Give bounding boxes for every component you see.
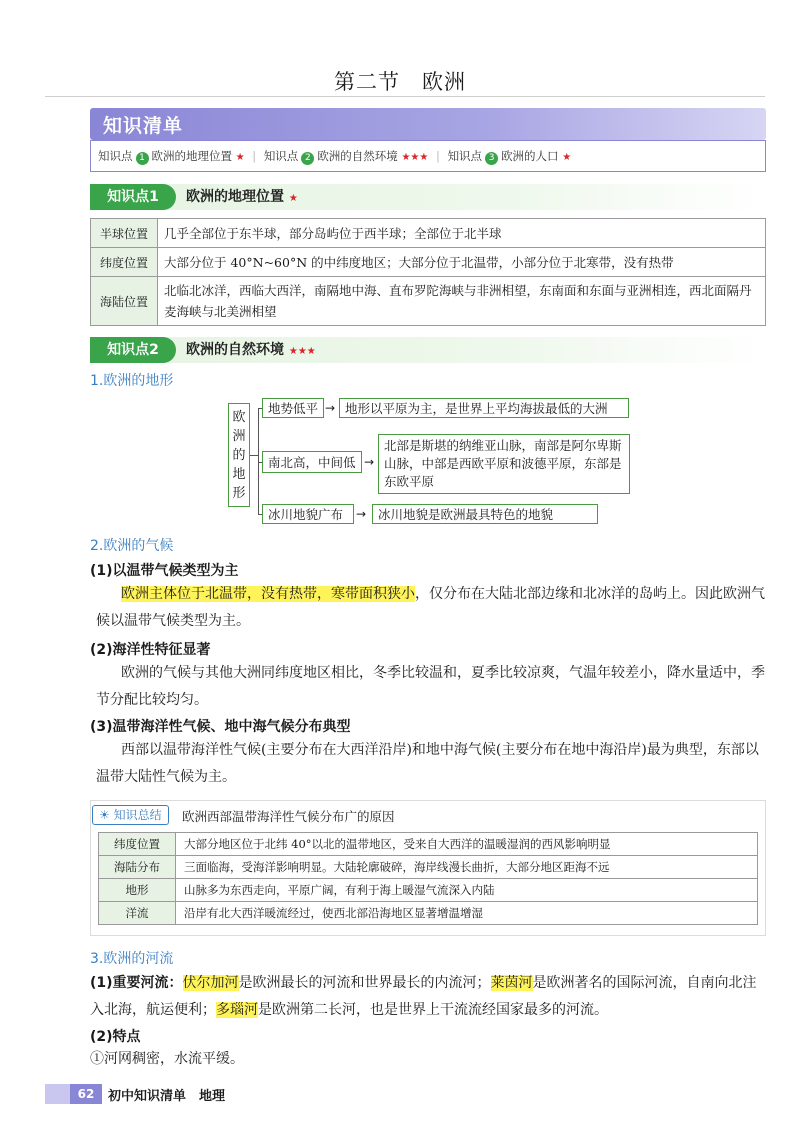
page-number: 62 <box>70 1084 102 1104</box>
climate-sub2-text: 欧洲的气候与其他大洲同纬度地区相比，冬季比较温和，夏季比较凉爽，气温年较差小，降水量适中，季节分配比较均匀。 <box>96 665 765 708</box>
separator: | <box>436 149 440 163</box>
branch-desc: 冰川地貌是欧洲最具特色的地貌 <box>372 504 598 524</box>
root-char: 欧 <box>232 410 246 425</box>
terrain-heading: 1.欧洲的地形 <box>90 373 174 389</box>
paragraph-text: ，仅分布在大陆北部边缘和北冰洋的岛屿上。因此欧洲气候以温带气候类型为主。 <box>96 586 765 629</box>
paragraph-text: 是欧洲著名的国际河流，自南向北注入北海，航运便利； <box>90 975 757 1018</box>
row-text: 大部分位于 40°N~60°N 的中纬度地区；大部分位于北温带，小部分位于北寒带，没有热带 <box>158 248 766 277</box>
kp-name: 欧洲的人口 <box>501 149 559 163</box>
location-table <box>90 218 766 326</box>
title-divider <box>45 96 765 97</box>
rivers-heading: 3.欧洲的河流 <box>90 951 174 967</box>
root-char: 的 <box>232 448 246 463</box>
section-tag: 知识点1 <box>90 184 176 210</box>
table-row <box>91 248 766 277</box>
kp-number-badge: 2 <box>301 152 314 165</box>
row-label: 纬度位置 <box>99 833 176 856</box>
root-char: 形 <box>232 486 246 501</box>
branch-desc: 北部是斯堪的纳维亚山脉，南部是阿尔卑斯山脉，中部是西欧平原和波德平原，东部是东欧平原 <box>378 434 630 494</box>
page-title: 第二节 欧洲 <box>334 70 466 94</box>
summary-tag <box>92 805 169 825</box>
table-row <box>99 833 758 856</box>
climate-sub3-title: (3)温带海洋性气候、地中海气候分布典型 <box>90 719 351 735</box>
terrain-root-box <box>228 403 250 507</box>
climate-heading: 2.欧洲的气候 <box>90 538 174 554</box>
climate-sub1-text <box>96 581 768 635</box>
row-label: 洋流 <box>99 902 176 925</box>
arrow-right-icon: → <box>325 401 336 415</box>
section-title <box>186 184 298 210</box>
footer-text: 初中知识清单 地理 <box>108 1089 226 1104</box>
kp-name: 欧洲的自然环境 <box>317 149 398 163</box>
highlight-river: 多瑙河 <box>216 1002 258 1018</box>
lightbulb-icon: ☀ <box>99 808 110 822</box>
root-char: 洲 <box>232 429 246 444</box>
banner-title: 知识清单 <box>103 115 184 137</box>
star-icon: ★ <box>562 152 572 163</box>
row-label: 半球位置 <box>91 219 158 248</box>
row-label: 地形 <box>99 879 176 902</box>
branch-desc: 地形以平原为主，是世界上平均海拔最低的大洲 <box>339 398 629 418</box>
row-text: 山脉多为东西走向，平原广阔，有利于海上暖湿气流深入内陆 <box>176 879 758 902</box>
star-icon: ★ <box>288 193 298 204</box>
table-row <box>99 902 758 925</box>
paragraph-text: 是欧洲最长的河流和世界最长的内流河； <box>238 975 491 991</box>
branch-box: 地势低平 <box>262 398 324 418</box>
root-char: 地 <box>232 467 246 482</box>
paragraph-text: 是欧洲第二长河，也是世界上干流流经国家最多的河流。 <box>258 1002 608 1018</box>
branch-box: 冰川地貌广布 <box>262 504 354 524</box>
separator: | <box>252 149 257 163</box>
summary-tag-text: 知识总结 <box>113 808 162 822</box>
footer-bar <box>45 1084 70 1104</box>
kp-prefix: 知识点 <box>447 149 483 163</box>
section-tag: 知识点2 <box>90 337 176 363</box>
summary-title: 欧洲西部温带海洋性气候分布广的原因 <box>182 809 395 824</box>
kp-number-badge: 3 <box>485 152 498 165</box>
section-title-text: 欧洲的自然环境 <box>186 342 284 358</box>
highlight-river: 伏尔加河 <box>182 975 239 991</box>
star-icon: ★ <box>235 152 245 163</box>
star-icon: ★★★ <box>288 346 316 357</box>
row-label: 海陆位置 <box>91 277 158 326</box>
section-title <box>186 337 316 363</box>
rivers-sub1-title: (1)重要河流： <box>90 975 183 991</box>
kp-prefix: 知识点 <box>263 149 299 163</box>
rivers-sub2-title: (2)特点 <box>90 1029 141 1045</box>
row-text: 沿岸有北大西洋暖流经过，使西北部沿海地区显著增温增湿 <box>176 902 758 925</box>
table-row <box>91 219 766 248</box>
row-label: 纬度位置 <box>91 248 158 277</box>
table-row <box>91 277 766 326</box>
climate-sub3-text: 西部以温带海洋性气候(主要分布在大西洋沿岸)和地中海气候(主要分布在地中海沿岸)最为典型，东部以温带大陆性气候为主。 <box>96 742 759 785</box>
arrow-right-icon: → <box>364 455 375 469</box>
table-row <box>99 856 758 879</box>
climate-sub1-title: (1)以温带气候类型为主 <box>90 563 239 579</box>
kp-prefix: 知识点 <box>98 149 133 163</box>
kp-number-badge: 1 <box>136 152 149 165</box>
star-icon: ★★★ <box>401 152 429 163</box>
rivers-sub2-item: ①河网稠密，水流平缓。 <box>90 1051 244 1067</box>
climate-sub2-title: (2)海洋性特征显著 <box>90 642 211 658</box>
banner-background <box>90 108 766 140</box>
highlight-text: 欧洲主体位于北温带，没有热带，寒带面积狭小 <box>121 586 415 602</box>
row-text: 三面临海，受海洋影响明显。大陆轮廓破碎，海岸线漫长曲折，大部分地区距海不远 <box>176 856 758 879</box>
row-text: 北临北冰洋，西临大西洋，南隔地中海、直布罗陀海峡与非洲相望，东南面和东面与亚洲相连，西北面隔丹麦海峡与北美洲相望 <box>158 277 766 326</box>
connector <box>250 455 258 456</box>
row-text: 几乎全部位于东半球，部分岛屿位于西半球；全部位于北半球 <box>158 219 766 248</box>
section-title-text: 欧洲的地理位置 <box>186 189 284 205</box>
rivers-sub1 <box>90 970 766 1024</box>
row-text: 大部分地区位于北纬 40°以北的温带地区，受来自大西洋的温暖湿润的西风影响明显 <box>176 833 758 856</box>
knowledge-point-list <box>98 148 571 165</box>
kp-name: 欧洲的地理位置 <box>151 149 232 163</box>
row-label: 海陆分布 <box>99 856 176 879</box>
summary-table <box>98 832 758 925</box>
highlight-river: 莱茵河 <box>490 975 533 991</box>
arrow-right-icon: → <box>356 507 367 521</box>
table-row <box>99 879 758 902</box>
connector <box>258 408 259 514</box>
branch-box: 南北高，中间低 <box>262 451 362 473</box>
